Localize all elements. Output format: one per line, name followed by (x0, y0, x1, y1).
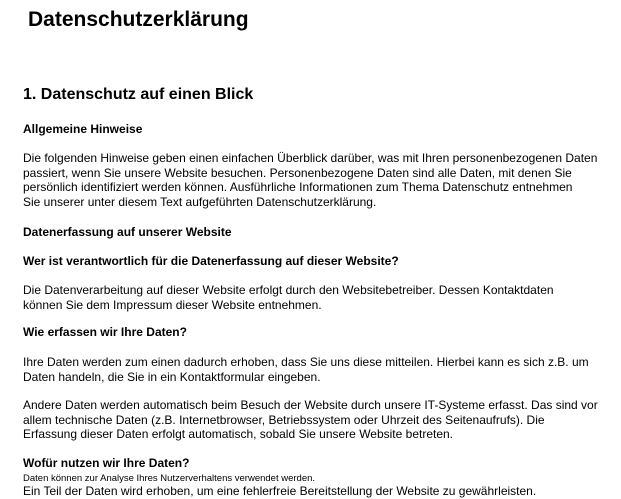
subheading-data-collection: Datenerfassung auf unserer Website (23, 225, 232, 239)
subheading-general-notes: Allgemeine Hinweise (23, 122, 143, 136)
text-line: persönlich identifiziert werden können. Ausführliche Informationen zum Thema Datenschutz entnehmen (23, 180, 573, 194)
text-line: Ihre Daten werden zum einen dadurch erhoben, dass Sie uns diese mitteilen. Hierbei kann es sich z.B. um (23, 355, 589, 369)
paragraph-use-of-data (23, 484, 621, 499)
page-title: Datenschutzerklärung (28, 8, 249, 31)
section-heading-privacy-overview: 1. Datenschutz auf einen Blick (23, 86, 254, 103)
question-what-we-use-data-for: Wofür nutzen wir Ihre Daten? (23, 456, 190, 470)
small-note-analysis: Daten können zur Analyse Ihres Nutzerverhaltens verwendet werden. (23, 473, 316, 484)
text-line: Die Datenverarbeitung auf dieser Website erfolgt durch den Websitebetreiber. Dessen Kontaktdaten (23, 283, 554, 297)
paragraph-how-we-collect-2 (23, 398, 621, 442)
text-line: Andere Daten werden automatisch beim Besuch der Website durch unsere IT-Systeme erfasst. Das sind vor (23, 398, 598, 412)
text-line: Daten handeln, die Sie in ein Kontaktformular eingeben. (23, 369, 321, 384)
text-line: allem technische Daten (z.B. Internetbrowser, Betriebssystem oder Uhrzeit des Seitenaufrufs). Die (23, 412, 545, 427)
paragraph-general-notes (23, 151, 621, 209)
text-line: Erfassung dieser Daten erfolgt automatisch, sobald Sie unsere Website betreten. (23, 427, 454, 441)
text-line: Ein Teil der Daten wird erhoben, um eine fehlerfreie Bereitstellung der Website zu gewährleisten. (23, 484, 537, 498)
text-line: Die folgenden Hinweise geben einen einfachen Überblick darüber, was mit Ihren personenbezogenen Daten (23, 151, 598, 165)
question-how-we-collect: Wie erfassen wir Ihre Daten? (23, 325, 187, 339)
paragraph-who-is-responsible (23, 283, 621, 312)
text-line: passiert, wenn Sie unsere Website besuchen. Personenbezogene Daten sind alle Daten, mit denen Sie (23, 165, 572, 180)
text-line: können Sie dem Impressum dieser Website entnehmen. (23, 297, 322, 312)
text-line: Sie unserer unter diesem Text aufgeführten Datenschutzerklärung. (23, 194, 377, 209)
paragraph-how-we-collect-1 (23, 355, 621, 384)
question-who-is-responsible: Wer ist verantwortlich für die Datenerfassung auf dieser Website? (23, 254, 399, 268)
